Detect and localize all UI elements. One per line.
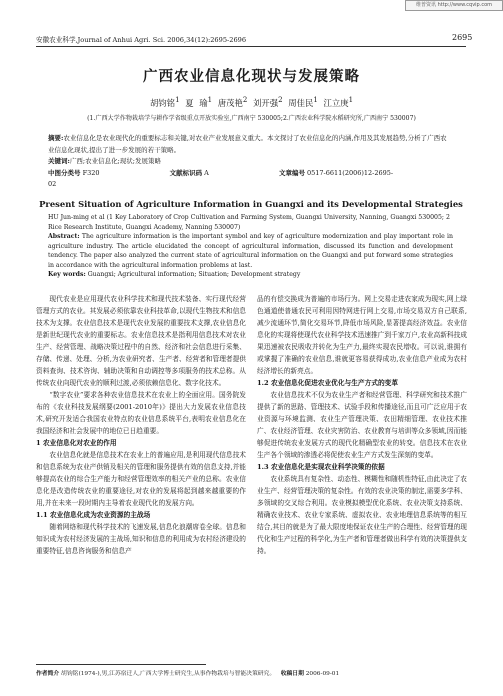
- classification-row: [48, 168, 453, 191]
- chinese-abstract-block: [48, 133, 453, 191]
- received-date: 2006-09-01: [305, 671, 340, 677]
- received-label: 收稿日期: [280, 671, 304, 677]
- subsection-heading: 1.3 农业信息化是实现农业科学决策的依据: [257, 463, 385, 471]
- en-abstract-text: The agriculture information is the important symbol and key of agriculture modernization and play important role in agriculture industry. The article elucidated the concept of agricultural information, discussed its function and development tendency. The paper also analyzed the current state of agricultural information on the Guangxi and put forward some strategies in accordance with the agricultural information problems at last.: [48, 233, 453, 269]
- paper-title: 广西农业信息化现状与发展策略: [143, 68, 360, 85]
- doc-code-label: 文献标识码: [169, 168, 203, 177]
- en-abstract-label: Abstract:: [48, 233, 80, 240]
- body-paragraph: “数字农业”要求各种农业信息技术在农业上的全面应用。国务院发布的《农业科技发展纲要(2001-2010年)》提出大力发展农业信息技术,研究开发适合我国农业特点的农业信息系统平台,表明农业信息化在我国经济和社会发展中的地位已日趋重要。: [36, 391, 246, 435]
- cn-abstract-label: 摘要: [48, 134, 61, 142]
- affiliation: (1.广西大学作物栽培学与耕作学省级重点开放实验室,广西南宁 530005;2.广西农业科学院水稻研究所,广西南宁 530007): [87, 115, 416, 122]
- body-paragraph: 农业系统具有复杂性、动态性、模糊性和随机性特征,由此决定了农业生产、经营管理决策的复杂性。有效的农业决策的制定,需要多学科、多领域的交叉综合利用。农业模拟模型优化系统、农业决策支持系统、精确农业技术、农业专家系统、虚拟农业、农业地理信息系统等的相互结合,其目的就是为了最大限度地保证农业生产的合理性、经营管理的现代化和生产过程的科学化,为生产者和管理者做出科学有效的决策提供支持。: [257, 475, 467, 555]
- clc-label: 中图分类号: [48, 168, 81, 177]
- article-no-label: 文章编号: [278, 168, 305, 177]
- author-name: 夏 瑜: [185, 97, 208, 108]
- subsection-heading: 1.2 农业信息化促进农业优化与生产方式的变革: [257, 379, 399, 387]
- footnote: [36, 668, 466, 677]
- header-divider: [36, 46, 466, 47]
- section-heading: 1 农业信息化对农业的作用: [36, 439, 117, 447]
- cn-keywords-text: 广西;农业信息化;现状;发展策略: [69, 157, 161, 165]
- body-paragraph: 随着网络和现代科学技术的飞速发展,信息化浪潮席卷全球。信息和知识成为农村经济发展的主战场,知识和信息的利用成为农村经济建设的重要特征,信息咨询服务和信息产: [36, 523, 246, 555]
- author-list: 胡钧铭$^1$ 夏 瑜$^1$ 唐茂艳$^2$ 刘开强$^2$ 周佳民$^1$ 江立庚$^1$: [149, 96, 354, 108]
- subsection-heading: 1.1 农业信息化成为农业资源的主战场: [36, 511, 151, 519]
- author-bio: 胡钧铭(1974-),男,江苏宿迁人,广西大学博士研究生,从事作物栽培与智能决策研究。: [61, 671, 276, 677]
- author-name: 周佳民: [288, 97, 314, 108]
- author-name: 刘开强: [252, 97, 279, 108]
- author-name: 胡钧铭: [149, 97, 176, 108]
- author-bio-label: 作者简介: [36, 671, 60, 677]
- clc-value: F320: [82, 168, 100, 177]
- body-paragraph: 现代农业是应用现代农业科学技术和现代技术装备、实行现代经营管理方式的农业。其发展必须依靠农业科技革命,以现代生物技术和信息技术为支撑。农业信息技术是现代农业发展的重要技术支撑,农业信息化是新世纪现代农业的重要标志。农业信息技术是指利用信息技术对农业生产、经营管理、战略决策过程中的自然、经济和社会信息进行采集、存储、传递、处理、分析,为农业研究者、生产者、经营者和管理者提供资料查询、技术咨询、辅助决策和自动调控等多项服务的技术总称。从传统农业向现代农业的顺利过渡,必须依赖信息化、数字化技术。: [36, 295, 246, 387]
- watermark-stamp: 维普资讯 http://www.cqvip.com: [405, 0, 503, 11]
- body-column-left: [36, 293, 246, 557]
- cn-keywords-label: 关键词: [48, 157, 68, 165]
- english-keywords: [48, 270, 453, 280]
- doc-code-value: A: [204, 168, 209, 177]
- en-keywords-label: Key words:: [48, 271, 86, 278]
- article-no-value: 0517-6611(2006)12-2695-02: [48, 168, 394, 188]
- english-authors: HU Jun-ming et al (1 Key Laboratory of Crop Cultivation and Farming System, Guangxi University, Nanning, Guangxi 530005; 2 Rice Research Institute, Guangxi Academy, Nanning 530007): [48, 214, 450, 231]
- body-paragraph: 品的有偿交换成为普遍的市场行为。网上交易走进农家成为现实,网上绿色通道使普通农民可利用因特网进行网上交易,市场交易双方自己联系,减少流通环节,简化交易环节,降低市场风险,显著提高经济效益。农业信息化的实现将使现代农业科学技术迅速推广到千家万户,农业高新科技成果迅速被农民吸收并转化为生产力,最终实现农民增收。可以说,谁拥有或掌握了准确的农业信息,谁就更容易获得成功,农业信息产业成为农村经济增长的新亮点。: [257, 295, 467, 375]
- body-paragraph: 农业信息技术不仅为农业生产者和经营管理、科学研究和技术推广提供了新的思路、管理技术、试验手段和传播途径,而且可广泛应用于农业资源与环境监测、农业生产管理决策、农田精细管理、农业技术推广、农业经济管理、农业灾害防治、农业教育与培训等众多领域,因而能够促进传统农业发展方式的现代化精确型农业的转变。信息技术在农业生产各个领域的渗透必将促使农业生产方式发生深刻的变革。: [257, 391, 467, 459]
- cn-keywords: 关键词:广西;农业信息化;现状;发展策略: [48, 157, 161, 165]
- journal-header: 安徽农业科学,Journal of Anhui Agri. Sci. 2006,34(12):2695-2696: [36, 36, 247, 44]
- body-column-right: [257, 293, 467, 557]
- footnote-divider: [36, 664, 206, 665]
- en-keywords-text: Guangxi; Agricultural information; Situation; Development strategy: [87, 271, 301, 278]
- page-number: 2695: [452, 33, 473, 42]
- english-title: Present Situation of Agriculture Information in Guangxi and its Developmental Strategies: [39, 199, 463, 209]
- cn-abstract: 摘要:农业信息化是农业现代化的重要标志和关键,对农业产业发展意义重大。本文探讨了农业信息化的内涵,作用及其发展趋势,分析了广西农业信息化现状,提出了进一步发展的若干策略。: [48, 134, 447, 154]
- english-abstract: [48, 232, 453, 270]
- body-paragraph: 农业信息化就是信息技术在农业上的普遍应用,是利用现代信息技术和信息系统为农业产供销及相关的管理和服务提供有效的信息支持,并能够提高农业的综合生产能力和经营管理效率的相关产业的总称。农业信息化是改造传统农业的重要途径,对农业的发展将起到越来越重要的作用,并在未来一段时期内主导着农业现代化的发展方向。: [36, 451, 246, 507]
- author-name: 唐茂艳: [217, 97, 243, 108]
- cn-abstract-text: 农业信息化是农业现代化的重要标志和关键,对农业产业发展意义重大。本文探讨了农业信息化的内涵,作用及其发展趋势,分析了广西农业信息化现状,提出了进一步发展的若干策略。: [48, 134, 447, 154]
- author-name: 江立庚: [323, 97, 349, 108]
